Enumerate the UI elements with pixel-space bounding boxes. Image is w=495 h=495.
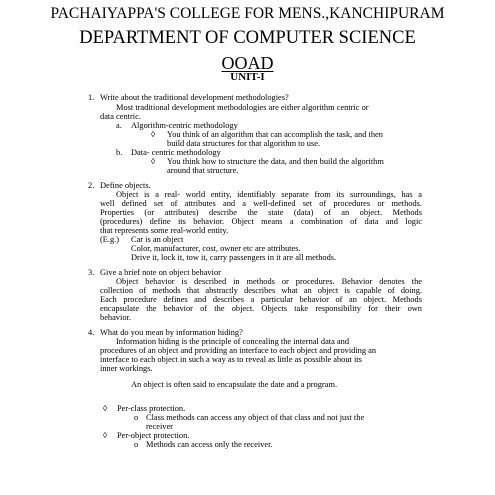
q1-a-line1: You think of an algorithm that can accomplish the task, and then xyxy=(167,130,383,139)
q4-line: Information hiding is the principle of concealing the internal data and xyxy=(116,337,350,346)
q2-eg-line3: Drive it, lock it, tow it, carry passengers in it are all methods. xyxy=(131,253,337,262)
q4-number: 4. xyxy=(88,328,95,337)
q1-a-line2: build data structures for that algorithm to use. xyxy=(167,139,321,148)
q4-line: inner workings. xyxy=(100,364,153,373)
q2-line: well defined set of attributes and a well-defined set of procedures or methods. xyxy=(100,199,422,208)
diamond-icon: ◊ xyxy=(103,404,108,413)
q3-line: encapsulate the behavior of the object. Objects take responsibility for their own xyxy=(100,304,422,313)
q4-question: What do you mean by information hiding? xyxy=(100,328,243,337)
q1-b-marker: b. xyxy=(116,148,123,157)
q2-eg-text: Car is an object xyxy=(131,235,184,244)
q2-eg-line2: Color, manufacturer, cost, owner etc are attributes. xyxy=(131,244,301,253)
q3-line: Each procedure defines and describes a particular behavior of an object. Methods xyxy=(100,295,422,304)
diamond-icon: ◊ xyxy=(103,431,108,440)
q3-number: 3. xyxy=(88,268,95,277)
q1-intro-line1: Most traditional development methodologies are either algorithm centric or xyxy=(116,103,369,112)
circle-bullet-icon: o xyxy=(134,440,139,449)
q1-a-title: Algorithm-centric methodology xyxy=(131,121,238,130)
subject-title: OOAD xyxy=(221,53,274,73)
q3-question: Give a brief note on object behavior xyxy=(100,268,221,277)
q2-line: that represents some real-world entity. xyxy=(100,226,229,235)
diamond-icon: ◊ xyxy=(151,157,156,166)
q1-intro-line2: data centric. xyxy=(100,112,141,121)
q2-line: Properties (or attributes) describe the state (data) of an object. Methods xyxy=(100,208,422,217)
circle-bullet-icon: o xyxy=(134,413,139,422)
q4-per-class-sub2: receiver xyxy=(146,422,173,431)
q3-line: Object behavior is described in methods or procedures. Behavior denotes the xyxy=(116,277,422,286)
q4-line: interface to each object in such a way as to reveal as little as possible about its xyxy=(100,355,362,364)
q1-number: 1. xyxy=(88,93,95,102)
q4-per-class-sub1: Class methods can access any object of that class and not just the xyxy=(146,413,365,422)
q4-note: An object is often said to encapsulate the date and a program. xyxy=(131,380,338,389)
q4-per-object-sub: Methods can access only the receiver. xyxy=(146,440,273,449)
q1-b-line1: You think how to structure the data, and then build the algorithm xyxy=(167,157,384,166)
unit-title: UNIT-I xyxy=(230,71,265,83)
q2-line: Object is a real- world entity, identifiably separate from its surroundings, has a xyxy=(116,190,422,199)
q3-line: collection of methods that abstractly describes what an object is capable of doing. xyxy=(100,286,422,295)
q2-number: 2. xyxy=(88,181,95,190)
q1-question: Write about the traditional development methodologies? xyxy=(100,93,289,102)
q2-line: (procedures) define its behavior. Object means a combination of data and logic xyxy=(100,217,422,226)
q3-line: behavior. xyxy=(100,313,131,322)
college-name: PACHAIYAPPA'S COLLEGE FOR MENS.,KANCHIPURAM xyxy=(50,5,445,22)
q2-eg-label: (E.g.) xyxy=(100,235,120,244)
q1-a-marker: a. xyxy=(116,121,122,130)
q4-per-object: Per-object protection. xyxy=(117,431,190,440)
q1-b-title: Data- centric methodology xyxy=(131,148,221,157)
q1-b-line2: around that structure. xyxy=(167,166,239,175)
diamond-icon: ◊ xyxy=(151,130,156,139)
q4-per-class: Per-class protection. xyxy=(117,404,186,413)
q2-question: Define objects. xyxy=(100,181,151,190)
q4-line: procedures of an object and providing an interface to each object and providing an xyxy=(100,346,377,355)
department-title: DEPARTMENT OF COMPUTER SCIENCE xyxy=(79,28,416,48)
